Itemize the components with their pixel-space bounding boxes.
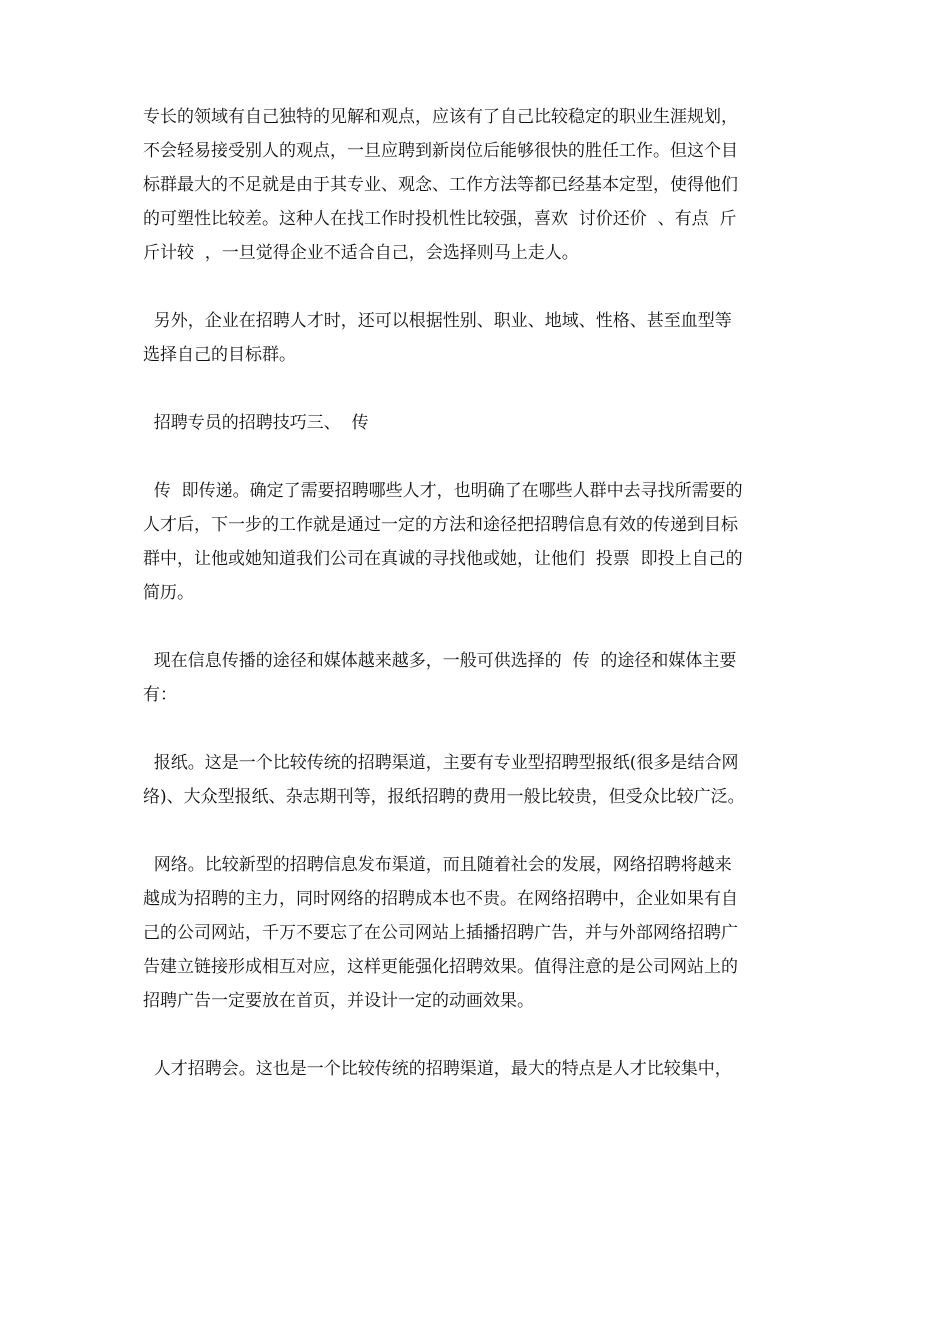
text-line: 现在信息传播的途径和媒体越来越多，一般可供选择的 传 的途径和媒体主要 — [143, 651, 737, 671]
text-line: 告建立链接形成相互对应，这样更能强化招聘效果。值得注意的是公司网站上的 — [143, 957, 738, 977]
text-line: 不会轻易接受别人的观点，一旦应聘到新岗位后能够很快的胜任工作。但这个目 — [143, 141, 738, 161]
paragraph-gap — [143, 610, 823, 644]
text-line: 络)、大众型报纸、杂志期刊等，报纸招聘的费用一般比较贵，但受众比较广泛。 — [143, 787, 745, 807]
text-line: 的可塑性比较差。这种人在找工作时投机性比较强，喜欢 讨价还价 、有点 斤 — [143, 209, 737, 229]
text-line: 招聘广告一定要放在首页，并设计一定的动画效果。 — [143, 991, 534, 1011]
text-line: 报纸。这是一个比较传统的招聘渠道，主要有专业型招聘型报纸(很多是结合网 — [143, 753, 739, 773]
paragraph-gap — [143, 1018, 823, 1052]
paragraph-gap — [143, 372, 823, 406]
text-line: 选择自己的目标群。 — [143, 345, 296, 365]
paragraph-gap — [143, 440, 823, 474]
text-line: 越成为招聘的主力，同时网络的招聘成本也不贵。在网络招聘中，企业如果有自 — [143, 889, 738, 909]
document-body — [143, 100, 823, 1086]
text-line: 另外，企业在招聘人才时，还可以根据性别、职业、地域、性格、甚至血型等 — [143, 311, 732, 331]
text-line: 有： — [143, 685, 177, 705]
text-line: 网络。比较新型的招聘信息发布渠道，而且随着社会的发展，网络招聘将越来 — [143, 855, 732, 875]
paragraph-gap — [143, 270, 823, 304]
paragraph-gap — [143, 814, 823, 848]
text-line: 人才招聘会。这也是一个比较传统的招聘渠道，最大的特点是人才比较集中， — [143, 1059, 732, 1079]
text-line: 己的公司网站，千万不要忘了在公司网站上插播招聘广告，并与外部网络招聘广 — [143, 923, 738, 943]
text-line: 群中，让他或她知道我们公司在真诚的寻找他或她，让他们 投票 即投上自己的 — [143, 549, 743, 569]
text-line: 简历。 — [143, 583, 194, 603]
text-line: 人才后，下一步的工作就是通过一定的方法和途径把招聘信息有效的传递到目标 — [143, 515, 738, 535]
text-line: 斤计较 ，一旦觉得企业不适合自己，会选择则马上走人。 — [143, 243, 579, 263]
text-line: 专长的领域有自己独特的见解和观点，应该有了自己比较稳定的职业生涯规划， — [143, 107, 738, 127]
text-line: 标群最大的不足就是由于其专业、观念、工作方法等都已经基本定型，使得他们 — [143, 175, 738, 195]
text-line: 传 即传递。确定了需要招聘哪些人才，也明确了在哪些人群中去寻找所需要的 — [143, 481, 743, 501]
text-line: 招聘专员的招聘技巧三、 传 — [143, 413, 369, 433]
paragraph-gap — [143, 712, 823, 746]
